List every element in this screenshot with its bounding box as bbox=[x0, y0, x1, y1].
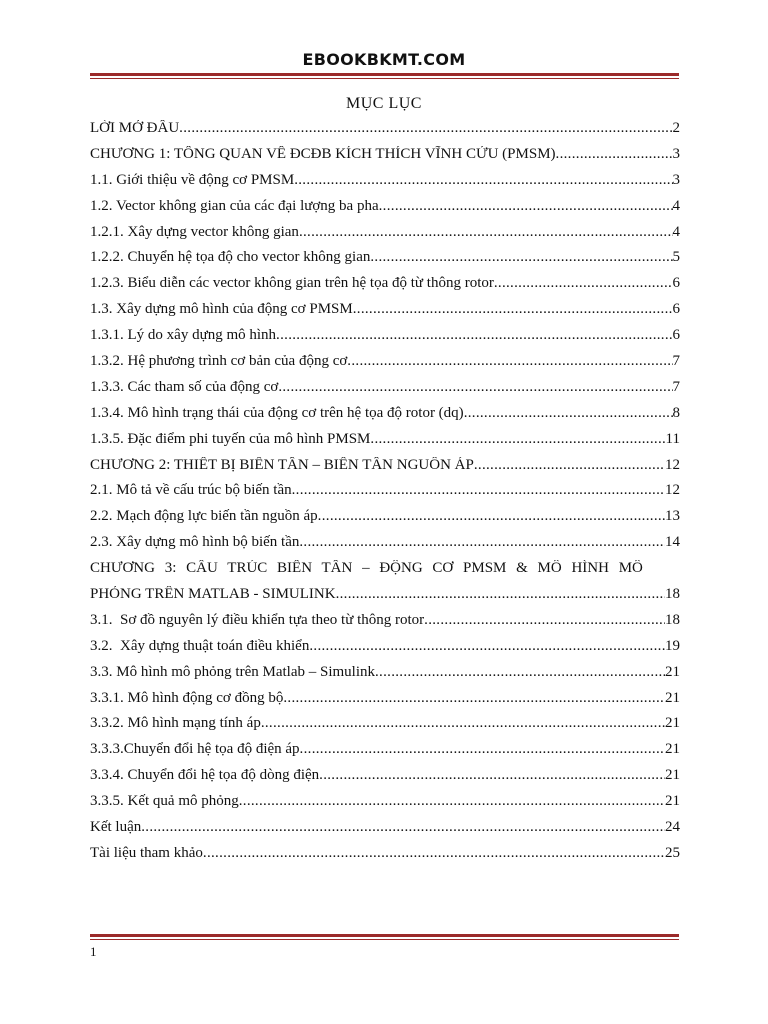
toc-entry-page: 7 bbox=[672, 378, 680, 395]
toc-entry-label: CHƯƠNG 1: TỔNG QUAN VỀ ĐCĐB KÍCH THÍCH VĨNH CỬU (PMSM) bbox=[90, 145, 556, 162]
toc-entry-page: 21 bbox=[665, 715, 680, 732]
toc-entry-label: 1.3.2. Hệ phương trình cơ bản của động cơ bbox=[90, 353, 348, 370]
toc-entry-label: 1.3.4. Mô hình trạng thái của động cơ trên hệ tọa độ rotor (dq) bbox=[90, 404, 464, 421]
toc-entry-page: 18 bbox=[665, 586, 680, 603]
toc-leader-dots bbox=[319, 767, 665, 784]
toc-entry-page: 8 bbox=[672, 404, 680, 421]
toc-entry-page: 2 bbox=[672, 120, 680, 136]
toc-entry-page: 21 bbox=[665, 663, 680, 680]
toc-entry[interactable] bbox=[90, 508, 680, 534]
toc-entry-page: 21 bbox=[665, 793, 680, 810]
toc-entry[interactable] bbox=[90, 120, 680, 146]
toc-leader-dots bbox=[424, 612, 665, 629]
toc-leader-dots bbox=[299, 534, 665, 551]
toc-entry[interactable] bbox=[90, 715, 680, 741]
toc-entry[interactable] bbox=[90, 301, 680, 327]
toc-entry-page: 12 bbox=[665, 456, 680, 473]
toc-entry[interactable] bbox=[90, 586, 680, 612]
toc-leader-dots bbox=[278, 379, 672, 396]
toc-entry[interactable] bbox=[90, 690, 680, 716]
toc-entry-label: 1.2.1. Xây dựng vector không gian bbox=[90, 223, 299, 240]
toc-entry-page: 21 bbox=[665, 741, 680, 758]
toc-entry-page: 18 bbox=[665, 611, 680, 628]
toc-leader-dots bbox=[556, 146, 673, 163]
toc-leader-dots bbox=[299, 224, 673, 241]
toc-entry-page: 21 bbox=[665, 767, 680, 784]
toc-entry-label: 3.3. Mô hình mô phỏng trên Matlab – Simulink bbox=[90, 663, 375, 680]
toc-entry-page: 12 bbox=[665, 482, 680, 499]
toc-leader-dots bbox=[203, 845, 665, 862]
toc-entry-label: 3.3.3.Chuyển đổi hệ tọa độ điện áp bbox=[90, 741, 300, 758]
toc-title: MỤC LỤC bbox=[346, 95, 422, 112]
toc-entry-page: 6 bbox=[672, 327, 680, 344]
toc-entry-label: 3.2. Xây dựng thuật toán điều khiển bbox=[90, 637, 310, 654]
toc-entry-page: 11 bbox=[665, 430, 680, 447]
table-of-contents bbox=[90, 120, 680, 871]
toc-entry-label: CHƯƠNG 3: CẤU TRÚC BIẾN TẦN – ĐỘNG CƠ PMSM & MÔ HÌNH MÔ bbox=[90, 560, 643, 577]
toc-leader-dots bbox=[370, 431, 665, 448]
toc-entry-page: 24 bbox=[665, 819, 680, 836]
toc-entry[interactable] bbox=[90, 249, 680, 275]
toc-leader-dots bbox=[309, 638, 665, 655]
toc-entry-label: LỜI MỞ ĐẦU bbox=[90, 120, 180, 136]
toc-entry[interactable] bbox=[90, 198, 680, 224]
toc-entry[interactable] bbox=[90, 327, 680, 353]
toc-leader-dots bbox=[375, 664, 665, 681]
toc-leader-dots bbox=[353, 301, 673, 318]
toc-entry-label: 2.2. Mạch động lực biến tần nguồn áp bbox=[90, 508, 318, 525]
toc-entry-label: CHƯƠNG 2: THIẾT BỊ BIẾN TẦN – BIẾN TẦN NGUỒN ÁP bbox=[90, 456, 474, 473]
toc-entry[interactable] bbox=[90, 560, 680, 586]
toc-entry-label: Kết luận bbox=[90, 819, 142, 836]
toc-entry[interactable] bbox=[90, 664, 680, 690]
toc-entry[interactable] bbox=[90, 353, 680, 379]
toc-entry[interactable] bbox=[90, 431, 680, 457]
toc-leader-dots bbox=[239, 793, 665, 810]
toc-entry[interactable] bbox=[90, 224, 680, 250]
toc-leader-dots bbox=[141, 819, 665, 836]
toc-entry-label: 1.3.3. Các tham số của động cơ bbox=[90, 378, 279, 395]
toc-entry[interactable] bbox=[90, 379, 680, 405]
toc-leader-dots bbox=[300, 741, 665, 758]
toc-entry-page: 6 bbox=[672, 301, 680, 318]
toc-entry-page: 7 bbox=[672, 353, 680, 370]
toc-entry-page: 13 bbox=[665, 508, 680, 525]
toc-entry[interactable] bbox=[90, 612, 680, 638]
toc-entry[interactable] bbox=[90, 819, 680, 845]
toc-entry-label: 2.1. Mô tả về cấu trúc bộ biến tần bbox=[90, 482, 292, 499]
toc-entry[interactable] bbox=[90, 405, 680, 431]
toc-entry[interactable] bbox=[90, 482, 680, 508]
toc-entry-label: 3.3.4. Chuyển đổi hệ tọa độ dòng điện bbox=[90, 767, 320, 784]
toc-leader-dots bbox=[283, 690, 665, 707]
toc-entry-label: 3.3.1. Mô hình động cơ đồng bộ bbox=[90, 689, 284, 706]
toc-leader-dots bbox=[370, 249, 672, 266]
toc-leader-dots bbox=[347, 353, 672, 370]
toc-entry-label: 1.3. Xây dựng mô hình của động cơ PMSM bbox=[90, 301, 353, 318]
toc-leader-dots bbox=[261, 715, 665, 732]
toc-entry[interactable] bbox=[90, 275, 680, 301]
toc-entry[interactable] bbox=[90, 146, 680, 172]
toc-leader-dots bbox=[292, 482, 665, 499]
toc-entry-label: 3.1. Sơ đồ nguyên lý điều khiển tựa theo từ thông rotor bbox=[90, 611, 425, 628]
footer-rule bbox=[90, 934, 679, 940]
toc-entry-label: 3.3.2. Mô hình mạng tính áp bbox=[90, 715, 261, 732]
toc-entry-page: 6 bbox=[672, 275, 680, 292]
toc-entry[interactable] bbox=[90, 845, 680, 871]
toc-entry[interactable] bbox=[90, 638, 680, 664]
toc-entry-page: 25 bbox=[665, 844, 680, 861]
toc-leader-dots bbox=[336, 586, 665, 603]
toc-entry-label: 2.3. Xây dựng mô hình bộ biến tần bbox=[90, 534, 300, 551]
toc-entry-page: 21 bbox=[665, 689, 680, 706]
toc-entry[interactable] bbox=[90, 534, 680, 560]
toc-leader-dots bbox=[276, 327, 672, 344]
toc-leader-dots bbox=[294, 172, 672, 189]
toc-entry-page: 14 bbox=[665, 534, 680, 551]
toc-entry-label: 1.2. Vector không gian của các đại lượng ba pha bbox=[90, 197, 379, 214]
toc-entry[interactable] bbox=[90, 741, 680, 767]
header-rule bbox=[90, 73, 679, 79]
toc-entry-page: 19 bbox=[665, 637, 680, 654]
toc-entry-page: 3 bbox=[672, 171, 680, 188]
toc-leader-dots bbox=[318, 508, 665, 525]
toc-entry-label: 1.2.2. Chuyển hệ tọa độ cho vector không gian bbox=[90, 249, 371, 266]
toc-entry-page: 3 bbox=[672, 145, 680, 162]
page-number: 1 bbox=[90, 944, 97, 959]
toc-entry-label: 1.3.1. Lý do xây dựng mô hình bbox=[90, 327, 277, 344]
toc-leader-dots bbox=[494, 275, 673, 292]
toc-entry[interactable] bbox=[90, 172, 680, 198]
toc-entry[interactable] bbox=[90, 457, 680, 483]
site-header: EBOOKBKMT.COM bbox=[302, 50, 466, 69]
toc-entry[interactable] bbox=[90, 767, 680, 793]
toc-entry-label: 3.3.5. Kết quả mô phỏng bbox=[90, 793, 239, 810]
toc-entry-label: 1.2.3. Biểu diễn các vector không gian trên hệ tọa độ từ thông rotor bbox=[90, 275, 494, 292]
toc-entry-page: 4 bbox=[672, 223, 680, 240]
toc-entry[interactable] bbox=[90, 793, 680, 819]
toc-entry-page: 4 bbox=[672, 197, 680, 214]
toc-entry-label: PHỎNG TRÊN MATLAB - SIMULINK bbox=[90, 586, 336, 603]
toc-leader-dots bbox=[464, 405, 673, 422]
toc-leader-dots bbox=[179, 120, 672, 137]
toc-entry-page: 5 bbox=[672, 249, 680, 266]
toc-entry-label: 1.1. Giới thiệu về động cơ PMSM bbox=[90, 171, 295, 188]
toc-entry-label: Tài liệu tham khảo bbox=[90, 844, 203, 861]
toc-leader-dots bbox=[474, 457, 665, 474]
toc-leader-dots bbox=[379, 198, 673, 215]
toc-entry-label: 1.3.5. Đặc điểm phi tuyến của mô hình PMSM bbox=[90, 430, 371, 447]
